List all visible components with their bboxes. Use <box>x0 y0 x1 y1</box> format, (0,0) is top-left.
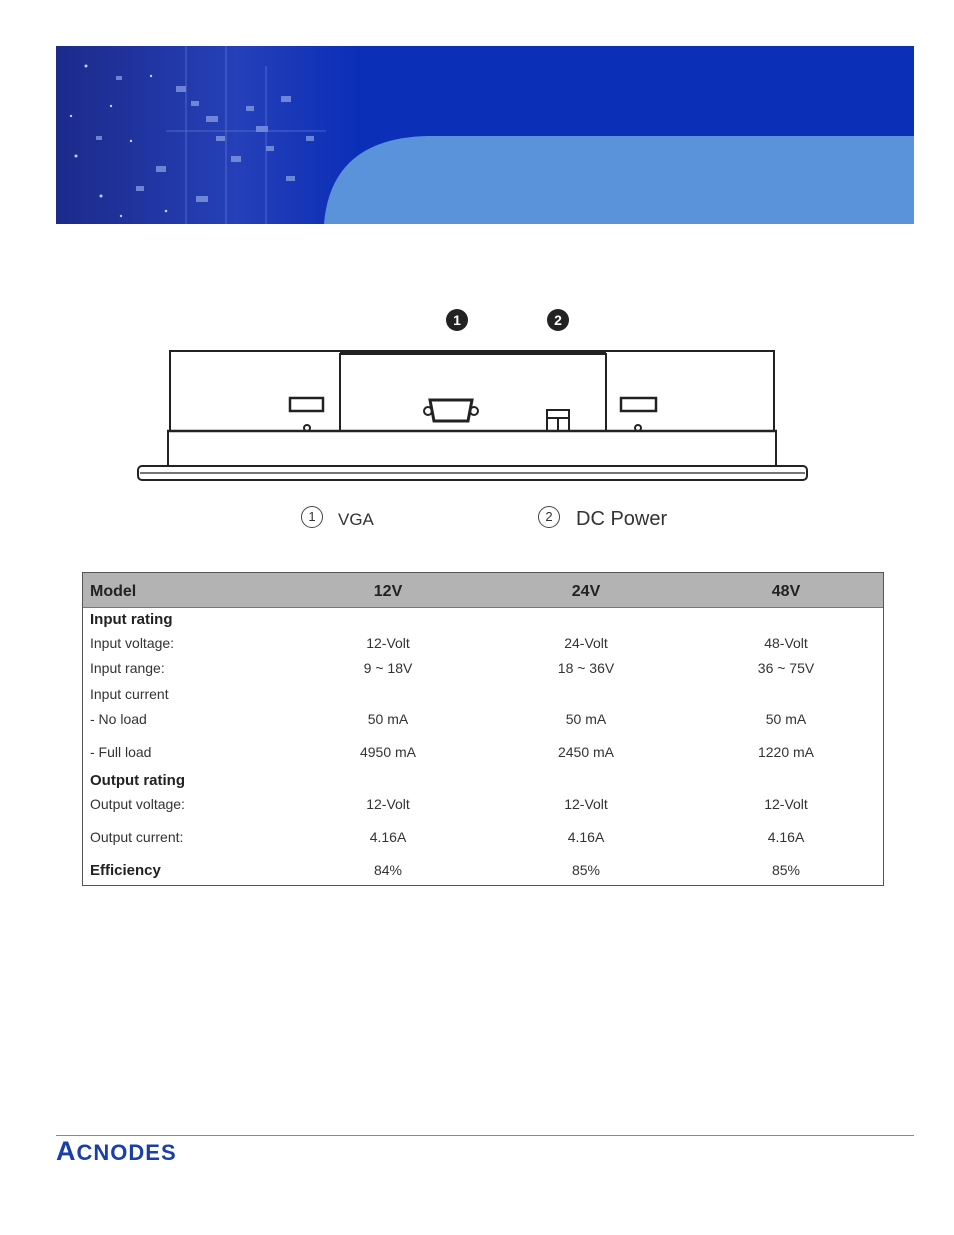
legend-label-vga: VGA <box>338 510 374 529</box>
table-cell: 4.16A <box>567 829 605 845</box>
table-cell: 50 mA <box>367 711 409 727</box>
table-cell: 2450 mA <box>557 744 615 760</box>
table-cell: 84% <box>373 862 403 878</box>
table-cell: 9 ~ 18V <box>363 660 413 676</box>
table-cell: 18 ~ 36V <box>557 660 615 676</box>
table-cell: 50 mA <box>565 711 607 727</box>
header-banner <box>56 46 914 224</box>
logo-initial: A <box>56 1136 77 1166</box>
table-cell: 24-Volt <box>564 635 608 651</box>
row-label: - Full load <box>90 744 152 760</box>
row-label: Output rating <box>90 772 185 789</box>
table-cell: 1220 mA <box>757 744 815 760</box>
circuit-board-graphic <box>56 46 914 224</box>
row-label: Output current: <box>90 829 184 845</box>
table-cell: 36 ~ 75V <box>757 660 815 676</box>
row-label: Input rating <box>90 611 173 628</box>
legend-number-dc-power: 2 <box>538 506 560 528</box>
column-header-48v: 48V <box>771 583 801 600</box>
table-cell: 4.16A <box>767 829 805 845</box>
legend-label-dc-power: DC Power <box>576 508 668 530</box>
column-header-model: Model <box>90 583 137 600</box>
table-cell: 4.16A <box>369 829 407 845</box>
acnodes-logo <box>56 1136 177 1167</box>
table-cell: 12-Volt <box>366 635 410 651</box>
table-cell: 12-Volt <box>366 796 410 812</box>
table-cell: 85% <box>771 862 801 878</box>
row-label: Output voltage: <box>90 796 185 812</box>
column-header-12v: 12V <box>373 583 403 600</box>
panel-outline-drawing <box>130 300 820 550</box>
table-cell: 4950 mA <box>359 744 417 760</box>
table-cell: 48-Volt <box>764 635 808 651</box>
row-label: Efficiency <box>90 862 161 879</box>
row-label: Input voltage: <box>90 635 175 651</box>
row-label: Input current <box>90 686 169 702</box>
table-header-row <box>83 573 883 608</box>
row-label: - No load <box>90 711 147 727</box>
table-cell: 12-Volt <box>764 796 808 812</box>
table-cell: 85% <box>571 862 601 878</box>
footer-divider <box>56 1135 914 1136</box>
power-spec-table <box>82 572 884 886</box>
logo-text: CNODES <box>76 1140 177 1165</box>
column-header-24v: 24V <box>571 583 601 600</box>
table-cell: 12-Volt <box>564 796 608 812</box>
row-label: Input range: <box>90 660 165 676</box>
callout-dc-power: 2 <box>547 309 569 331</box>
table-cell: 50 mA <box>765 711 807 727</box>
callout-vga: 1 <box>446 309 468 331</box>
panel-bottom-view-diagram <box>130 300 820 550</box>
legend-number-vga: 1 <box>301 506 323 528</box>
